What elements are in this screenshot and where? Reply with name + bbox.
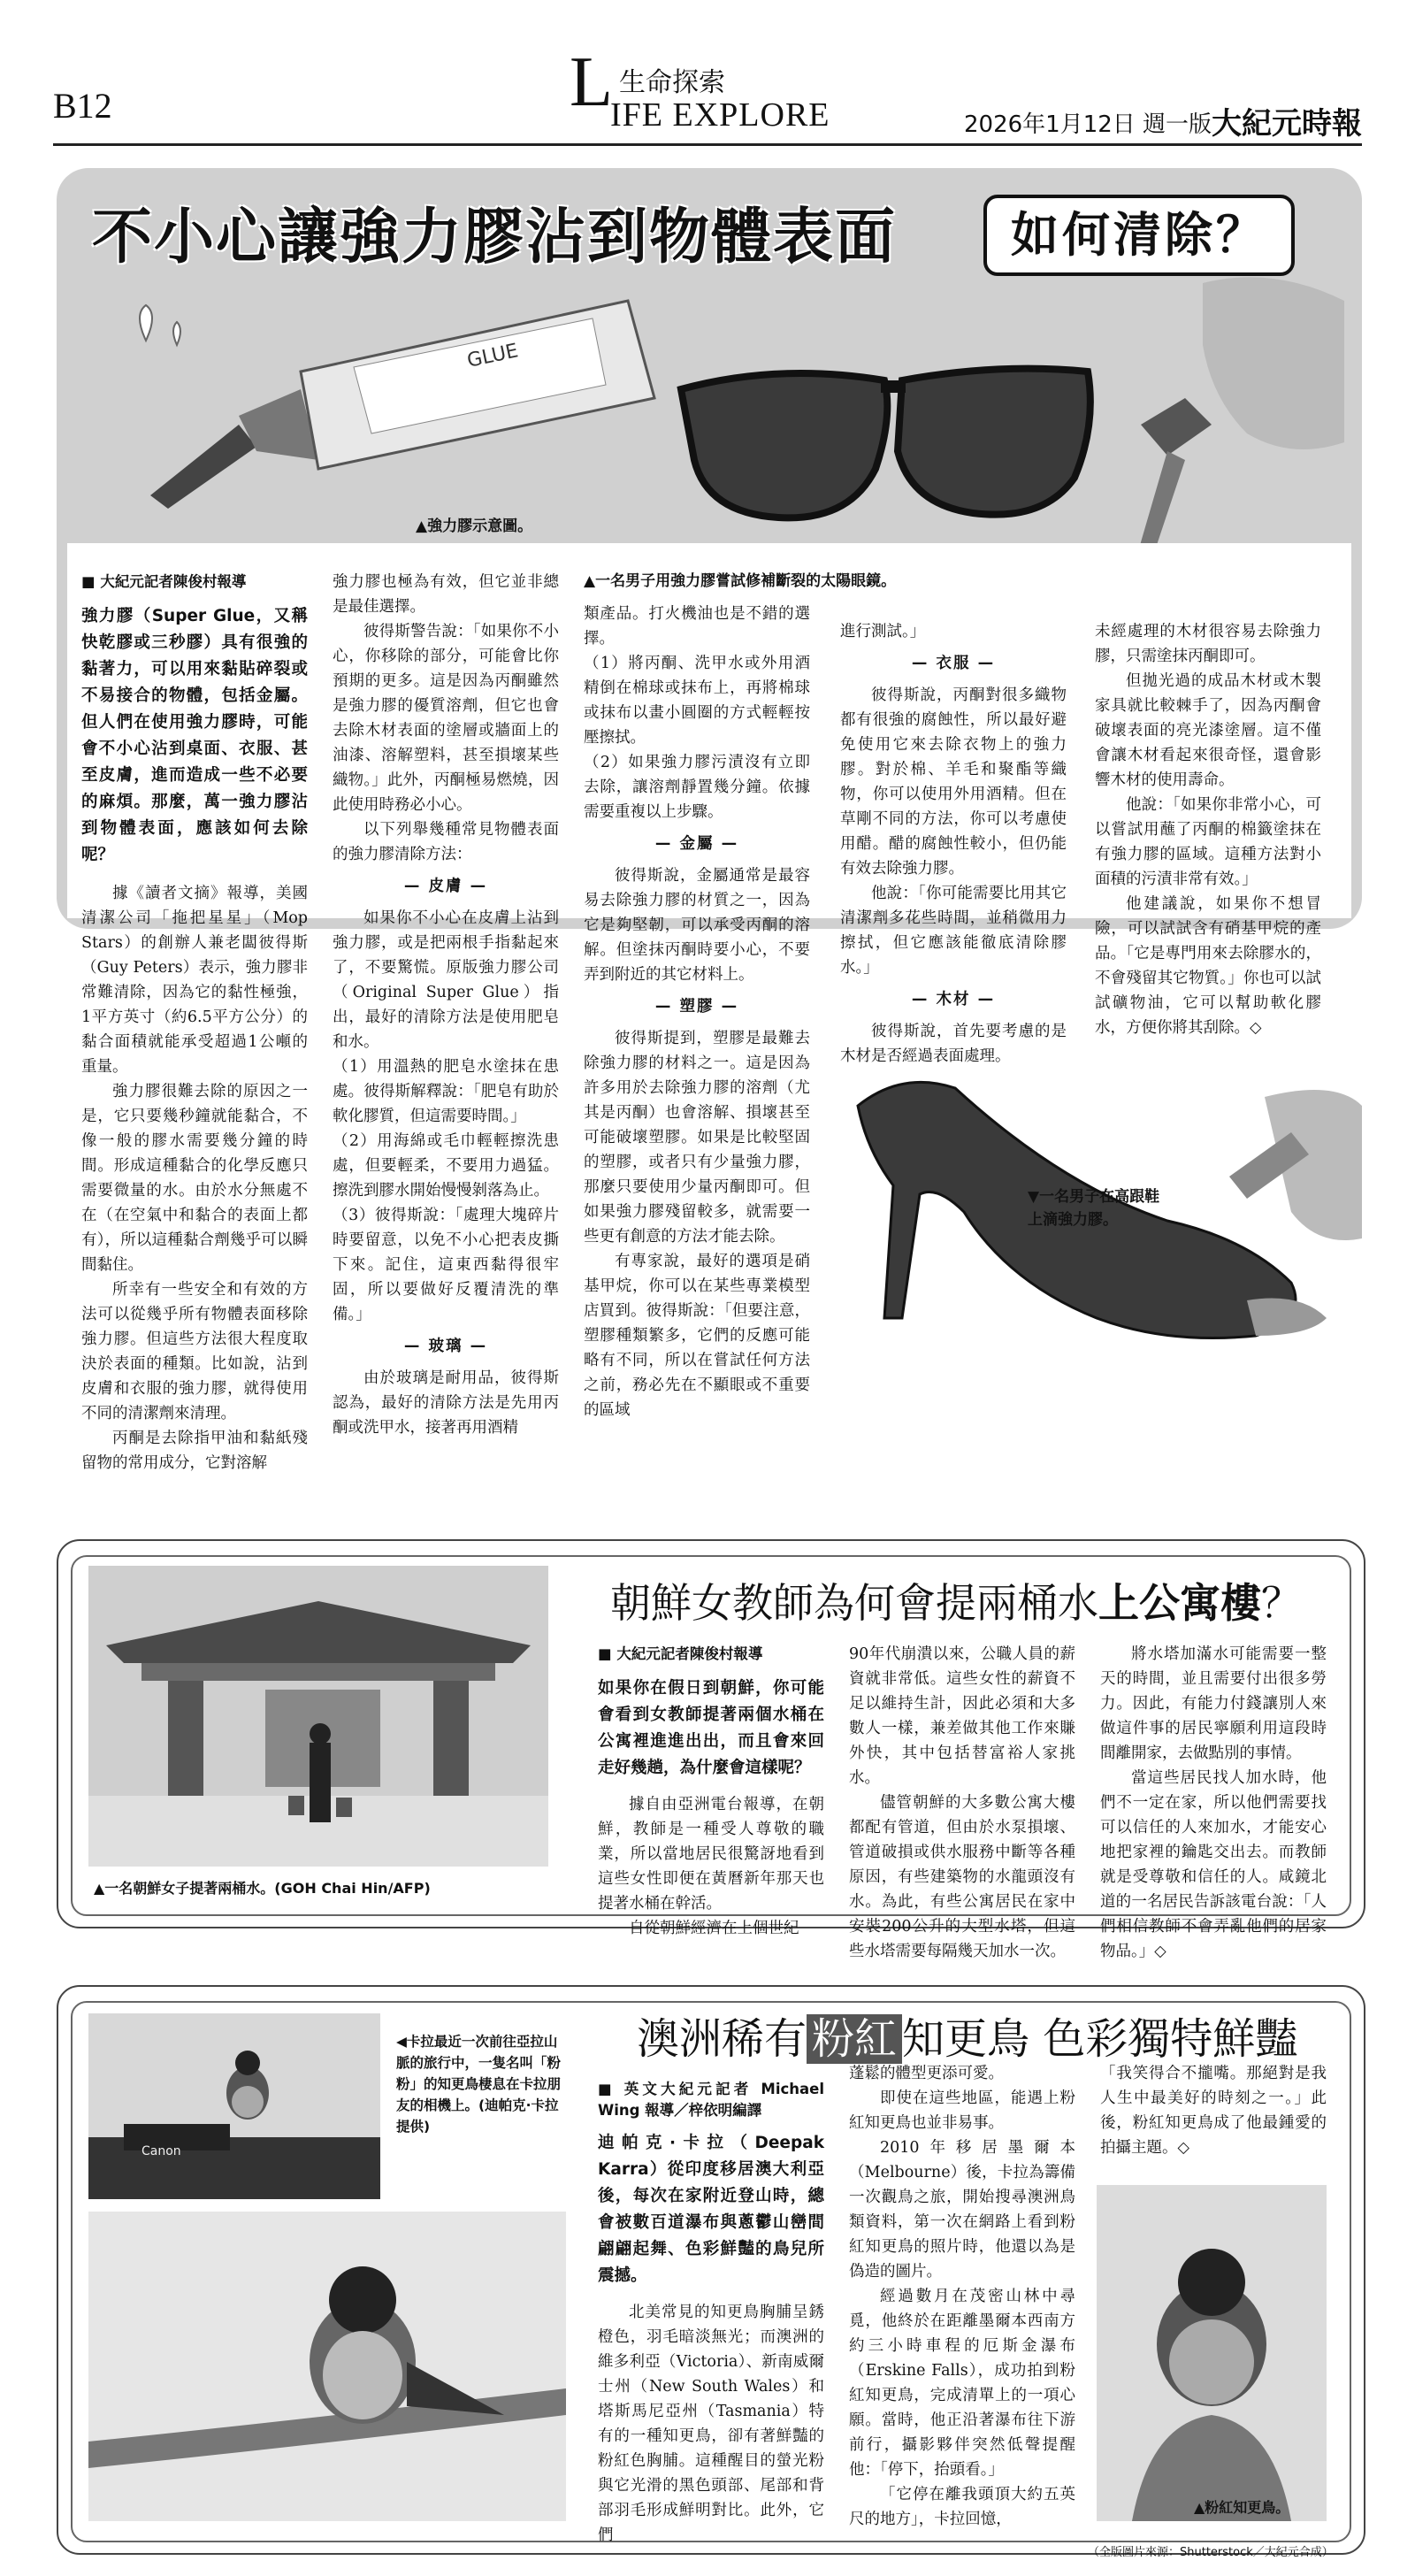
article3-lead: 迪帕克·卡拉（Deepak Karra）從印度移居澳大利亞後，每次在家附近登山時，總會被數百道瀑布與蔥鬱山巒間翩翩起舞、色彩鮮豔的鳥兒所震撼。 — [598, 2134, 824, 2285]
article1-paragraph: 所幸有一些安全和有效的方法可以從幾乎所有物體表面移除強力膠。但這些方法很大程度取決於表面的種類。比如說，沾到皮膚和衣服的強力膠，就得使用不同的清潔劑來清理。 — [81, 1281, 308, 1422]
subhead-skin: — 皮膚 — — [403, 878, 488, 895]
issue-date: 2026年1月12日 週一版 — [964, 111, 1212, 138]
article3-paragraph: 即使在這些地區，能遇上粉紅知更鳥也並非易事。 — [849, 2089, 1075, 2132]
image-credit: （全版圖片來源：Shutterstock／大紀元合成） — [1088, 2546, 1334, 2559]
article2-caption: ▲一名朝鮮女子提著兩桶水。(GOH Chai Hin/AFP) — [94, 1880, 431, 1897]
article2-byline: ■ 大紀元記者陳俊村報導 — [598, 1645, 763, 1662]
article2-paragraph: 90年代崩潰以來，公職人員的薪資就非常低。這些女性的薪資不足以維持生計，因此必須和大多數人一樣，兼差做其他工作來賺外快，其中包括替富裕人家挑水。 — [849, 1645, 1075, 1787]
article2-title — [610, 1571, 1302, 1629]
article3-paragraph: 「我笑得合不攏嘴。那絕對是我人生中最美好的時刻之一。」此後，粉紅知更鳥成了他最鍾愛的拍攝主題。◇ — [1100, 2065, 1327, 2157]
robin-on-branch-photo — [88, 2212, 566, 2521]
article3-title-pre: 澳洲稀有 — [637, 2014, 807, 2064]
article3-paragraph: 「它停在離我頭頂大約五英尺的地方」，卡拉回憶， — [849, 2486, 1075, 2528]
article1-paragraph: 據《讀者文摘》報導，美國清潔公司「拖把星星」（Mop Stars）的創辦人兼老闆彼得斯（Guy Peters）表示，強力膠非常難清除，因為它的黏性極強，1平方英寸（約6.5平方公分）的黏合面積就能承受超過1公噸的重量。 — [81, 885, 308, 1076]
article1-paragraph: 但拋光過的成品木材或木製家具就比較棘手了，因為丙酮會破壞表面的亮光漆塗層。這不僅會讓木材看起來很奇怪，還會影響木材的使用壽命。 — [1095, 672, 1321, 789]
article1-paragraph: 彼得斯提到，塑膠是最難去除強力膠的材料之一。這是因為許多用於去除強力膠的溶劑（尤其是丙酮）也會溶解、損壞甚至可能破壞塑膠。如果是比較堅固的塑膠，或者只有少量強力膠，那麼只要使用少量丙酮即可。但如果強力膠殘留較多，就需要一些更有創意的方法才能去除。 — [584, 1030, 810, 1246]
article2-col1 — [598, 1642, 824, 1941]
article3-paragraph: 2010年移居墨爾本（Melbourne）後，卡拉為籌備一次觀鳥之旅，開始搜尋澳洲鳥類資料，第一次在網路上看到粉紅知更鳥的照片時，他還以為是偽造的圖片。 — [849, 2139, 1075, 2281]
article1-paragraph: 他說：「你可能需要比用其它清潔劑多花些時間，並稍微用力擦拭，但它應該能徹底清除膠水。」 — [840, 885, 1067, 977]
glue-tube-illustration — [133, 283, 663, 513]
article1-paragraph: 類產品。打火機油也是不錯的選擇。 — [584, 605, 810, 648]
article3-title-highlight: 粉紅 — [807, 2014, 902, 2064]
article1-col1 — [81, 570, 308, 1476]
section-title-cn: 生命探索 — [619, 67, 725, 98]
article1-paragraph: 彼得斯說，金屬通常是最容易去除強力膠的材質之一，因為它是夠堅韌，可以承受丙酮的溶解。但塗抹丙酮時要小心，不要弄到附近的其它材料上。 — [584, 867, 810, 984]
pink-robin-photo — [1097, 2185, 1327, 2521]
camera-brand-label: Canon — [142, 2144, 181, 2158]
glue-drop-icon — [140, 305, 152, 341]
article3-col2 — [849, 2061, 1075, 2532]
glue-caption: ▲強力膠示意圖。 — [416, 518, 533, 535]
article3-title — [637, 2005, 1297, 2066]
section-initial: L — [570, 43, 614, 121]
article3-title-post: 知更鳥 色彩獨特鮮豔 — [902, 2014, 1298, 2064]
article1-title: 不小心讓強力膠沾到物體表面 — [92, 203, 898, 272]
article2-col3 — [1100, 1642, 1327, 1964]
article1-paragraph: 他建議說，如果你不想冒險，可以試試含有硝基甲烷的產品。「它是專門用來去除膠水的，不會殘留其它物質。」你也可以試試礦物油，它可以幫助軟化膠水，方便你將其刮除。◇ — [1095, 895, 1321, 1037]
robin-on-camera-photo — [88, 2013, 380, 2199]
article1-lead: 強力膠（Super Glue，又稱快乾膠或三秒膠）具有很強的黏著力，可以用來黏貼碎裂或不易接合的物體，包括金屬。但人們在使用強力膠時，可能會不小心沾到桌面、衣服、甚至皮膚，進而造成一些不必要的麻煩。那麼，萬一強力膠沾到物體表面，應該如何去除呢？ — [81, 607, 308, 864]
subhead-wood: — 木材 — — [911, 991, 996, 1008]
article3-col1 — [598, 2079, 824, 2548]
article2-title-question: ？ — [1261, 1579, 1302, 1627]
paper-logo: 大紀元時報 — [1212, 106, 1362, 142]
article2-lead: 如果你在假日到朝鮮，你可能會看到女教師提著兩個水桶在公寓裡進進出出，而且會來回走好幾趟，為什麼會這樣呢？ — [598, 1679, 824, 1777]
section-rest: IFE EXPLORE — [610, 96, 830, 134]
article1-paragraph: 他說：「如果你非常小心，可以嘗試用蘸了丙酮的棉籤塗抹在有強力膠的區域。這種方法對小面積的污漬非常有效。」 — [1095, 796, 1321, 888]
article2-paragraph: 據自由亞洲電台報導，在朝鮮，教師是一種受人尊敬的職業，所以當地居民很驚訝地看到這些女性即便在黃曆新年那天也提著水桶在幹活。 — [598, 1796, 824, 1913]
sunglasses-photo — [672, 354, 1114, 566]
article1-paragraph: 如果你不小心在皮膚上沾到強力膠，或是把兩根手指黏起來了，不要驚慌。原版強力膠公司（Original Super Glue）指出，最好的清除方法是使用肥皂和水。 — [333, 909, 559, 1051]
article1-paragraph: 由於玻璃是耐用品，彼得斯認為，最好的清除方法是先用丙酮或洗甲水，接著再用酒精 — [333, 1369, 559, 1437]
article2-col2 — [849, 1642, 1075, 1964]
article1-paragraph: 強力膠也極為有效，但它並非總是最佳選擇。 — [333, 573, 559, 616]
article2-paragraph: 儘管朝鮮的大多數公寓大樓都配有管道，但由於水泵損壞、管道破損或供水服務中斷等各種原因，有些建築物的水龍頭沒有水。為此，有些公寓居民在家中安裝200公升的大型水塔，但這些水塔需要每隔幾天加水一次。 — [849, 1794, 1075, 1960]
article1-paragraph: 有專家說，最好的選項是硝基甲烷，你可以在某些專業模型店買到。彼得斯說：「但要注意，塑膠種類繁多，它們的反應可能略有不同，所以在嘗試任何方法之前，務必先在不顯眼或不重要的區域 — [584, 1253, 810, 1419]
article2-title-bold: 上公寓樓 — [1098, 1579, 1261, 1627]
hand-dropping-glue-photo — [1212, 1079, 1362, 1256]
article1-paragraph: 以下列舉幾種常見物體表面的強力膠清除方法： — [333, 821, 559, 863]
article1-paragraph: 進行測試。」 — [840, 623, 926, 640]
shoe-caption: ▼一名男子在高跟鞋上滴強力膠。 — [1028, 1188, 1160, 1229]
step-item: （2）如果強力膠污漬沒有立即去除，讓溶劑靜置幾分鐘。依據需要重複以上步驟。 — [584, 754, 810, 821]
article3-paragraph: 北美常見的知更鳥胸脯呈銹橙色，羽毛暗淡無光；而澳洲的維多利亞（Victoria）、新南威爾士州（New South Wales）和塔斯馬尼亞州（Tasmania）特有的一種知更鳥，卻有著鮮豔的粉紅色胸脯。這種醒目的螢光粉與它光滑的黑色頭部、尾部和背部羽毛形成鮮明對比。此外，它們 — [598, 2304, 824, 2544]
robin-top-caption: ◀卡拉最近一次前往亞拉山脈的旅行中，一隻名叫「粉粉」的知更鳥棲息在卡拉朋友的相機上。(迪帕克·卡拉提供) — [396, 2034, 562, 2135]
subhead-plastic: — 塑膠 — — [654, 998, 739, 1016]
article1-col2 — [333, 570, 559, 1440]
article1-paragraph: 彼得斯說，丙酮對很多織物都有很強的腐蝕性，所以最好避免使用它來去除衣物上的強力膠。對於棉、羊毛和聚酯等織物，你可以使用外用酒精。但在草剛不同的方法，你可以考慮使用醋。醋的腐蝕性較小，但仍能有效去除強力膠。 — [840, 686, 1067, 878]
step-item: （2）用海綿或毛巾輕輕擦洗患處，但要輕柔，不要用力過猛。擦洗到膠水開始慢慢剝落為止。 — [333, 1132, 559, 1200]
page-number: B12 — [53, 86, 112, 126]
subhead-glass: — 玻璃 — — [403, 1338, 488, 1355]
tube-label: GLUE — [465, 340, 521, 372]
article2-paragraph: 將水塔加滿水可能需要一整天的時間，並且需要付出很多勞力。因此，有能力付錢讓別人來做這件事的居民寧願利用這段時間離開家，去做點別的事情。 — [1100, 1645, 1327, 1762]
article3-byline: ■ 英文大紀元記者 Michael Wing 報導／梓依明編譯 — [598, 2081, 824, 2119]
korean-woman-photo — [88, 1566, 548, 1867]
article1-paragraph: 彼得斯警告說：「如果你不小心，你移除的部分，可能會比你預期的更多。這是因為丙酮雖然是強力膠的優質溶劑，但它也會去除木材表面的塗層或牆面上的油漆、溶解塑料，甚至損壞某些織物。」此外，丙酮極易燃燒，因此使用時務必小心。 — [333, 623, 559, 814]
robin-bottom-caption: ▲粉紅知更鳥。 — [1194, 2499, 1290, 2516]
article3-paragraph: 蓬鬆的體型更添可愛。 — [849, 2065, 1004, 2082]
step-item: （3）彼得斯說：「處理大塊碎片時要留意，以免不小心把表皮撕下來。記住，這東西黏得很牢固，所以要做好反覆清洗的準備。」 — [333, 1207, 559, 1323]
article1-paragraph: 彼得斯說，首先要考慮的是木材是否經過表面處理。 — [840, 1023, 1067, 1065]
subhead-clothes: — 衣服 — — [911, 655, 996, 672]
article2-paragraph: 當這些居民找人加水時，他們不一定在家，所以他們需要找可以信任的人來加水，才能安心地把家裡的鑰匙交出去。而教師就是受尊敬和信任的人。咸鏡北道的一名居民告訴該電台說：「人們相信教師不會弄亂他們的居家物品。」◇ — [1100, 1769, 1327, 1960]
subhead-metal: — 金屬 — — [654, 835, 739, 853]
article3-col3 — [1100, 2061, 1327, 2160]
article1-col5 — [1095, 619, 1321, 1040]
article1-subtitle: 如何清除？ — [983, 195, 1295, 276]
article1-paragraph: 未經處理的木材很容易去除強力膠，只需塗抹丙酮即可。 — [1095, 623, 1321, 665]
article2-paragraph: 自從朝鮮經濟在上個世紀 — [629, 1920, 799, 1937]
article1-col4 — [840, 619, 1067, 1069]
article1-paragraph: 丙酮是去除指甲油和黏紙殘留物的常用成分，它對溶解 — [81, 1430, 308, 1472]
article1-byline: ■ 大紀元記者陳俊村報導 — [81, 573, 247, 590]
step-item: （1）用溫熱的肥皂水塗抹在患處。彼得斯解釋說：「肥皂有助於軟化膠質，但這需要時間。」 — [333, 1058, 559, 1125]
article2-title-main: 朝鮮女教師為何會提兩桶水 — [610, 1579, 1098, 1627]
article1-col3 — [584, 602, 810, 1422]
glasses-caption: ▲一名男子用強力膠嘗試修補斷裂的太陽眼鏡。 — [584, 572, 897, 590]
header-rule — [53, 143, 1362, 146]
step-item: （1）將丙酮、洗甲水或外用酒精倒在棉球或抹布上，再將棉球或抹布以畫小圓圈的方式輕輕按壓擦拭。 — [584, 655, 810, 747]
article3-paragraph: 經過數月在茂密山林中尋覓，他終於在距離墨爾本西南方約三小時車程的厄斯金瀑布（Erskine Falls），成功拍到粉紅知更鳥，完成清單上的一項心願。當時，他正沿著瀑布往下游前行，攝影夥伴突然低聲提醒他：「停下，抬頭看。」 — [849, 2288, 1075, 2479]
article1-paragraph: 強力膠很難去除的原因之一是，它只要幾秒鐘就能黏合，不像一般的膠水需要幾分鐘的時間。形成這種黏合的化學反應只需要微量的水。由於水分無處不在（在空氣中和黏合的表面上都有），所以這種黏合劑幾乎可以瞬間黏住。 — [81, 1083, 308, 1274]
